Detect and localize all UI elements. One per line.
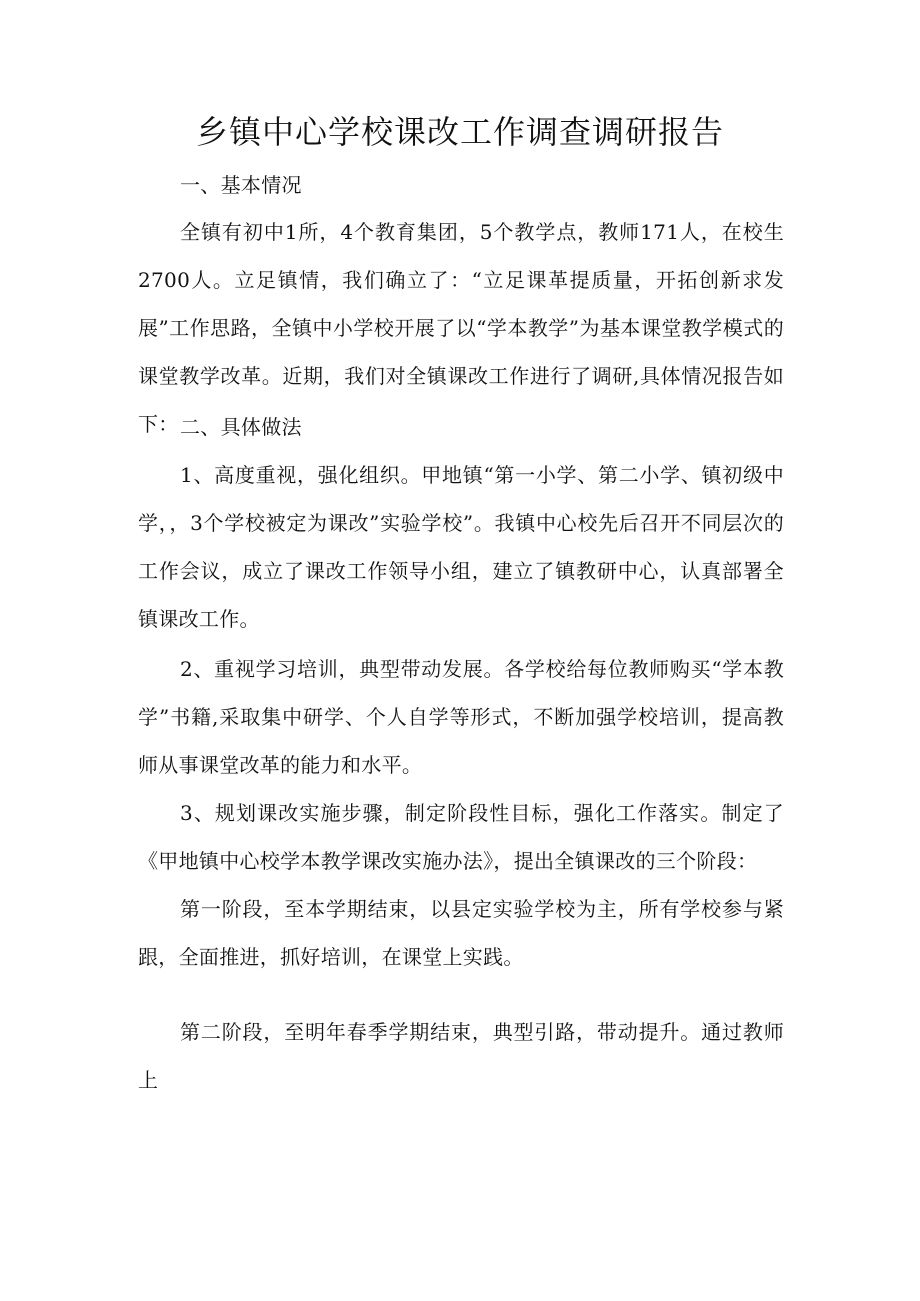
paragraph-basic-situation: 全镇有初中1所，4个教育集团，5个教学点，教师171人，在校生2700人。立足镇情，我们确立了：“立足课革提质量，开拓创新求发展”工作思路，全镇中小学校开展了以“学本教学”为基本课堂教学模式的课堂教学改革。近期，我们对全镇课改工作进行了调研,具体情况报告如下： bbox=[138, 220, 784, 436]
paragraph-stage-1: 第一阶段，至本学期结束，以县定实验学校为主，所有学校参与紧跟，全面推进，抓好培训，在课堂上实践。 bbox=[138, 897, 784, 969]
document-title: 乡镇中心学校课改工作调查调研报告 bbox=[195, 113, 724, 151]
paragraph-item-1: 1、高度重视，强化组织。甲地镇“第一小学、第二小学、镇初级中学，，3个学校被定为课改”实验学校”。我镇中心校先后召开不同层次的工作会议，成立了课改工作领导小组，建立了镇教研中心，认真部署全镇课改工作。 bbox=[138, 463, 784, 631]
section-heading-practices: 二、具体做法 bbox=[180, 415, 302, 439]
paragraph-item-2: 2、重视学习培训，典型带动发展。各学校给每位教师购买“学本教学”书籍,采取集中研学、个人自学等形式，不断加强学校培训，提高教师从事课堂改革的能力和水平。 bbox=[138, 657, 784, 777]
section-heading-basic: 一、基本情况 bbox=[180, 173, 302, 197]
paragraph-stage-2: 第二阶段，至明年春季学期结束，典型引路，带动提升。通过教师上 bbox=[138, 1020, 784, 1092]
paragraph-item-3: 3、规划课改实施步骤，制定阶段性目标，强化工作落实。制定了《甲地镇中心校学本教学课改实施办法》，提出全镇课改的三个阶段： bbox=[138, 801, 784, 873]
